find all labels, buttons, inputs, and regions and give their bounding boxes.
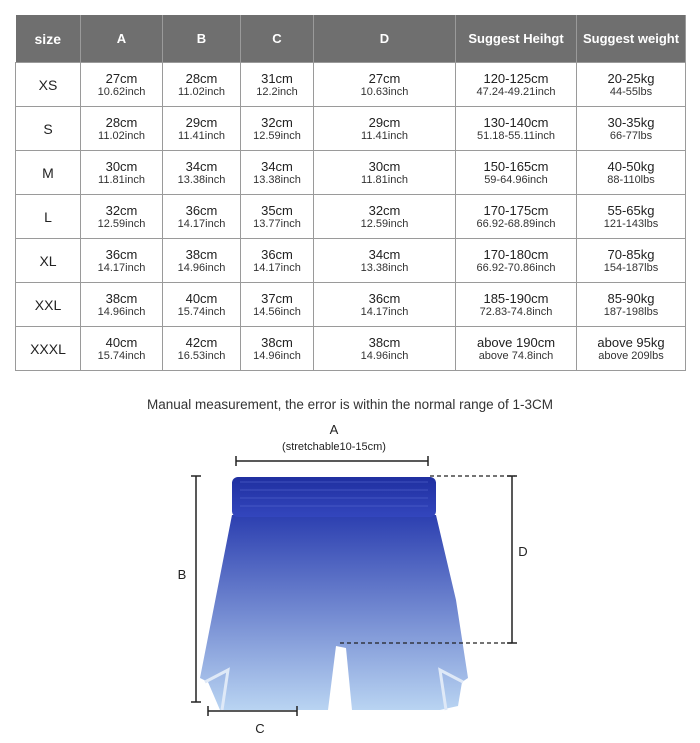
cell-secondary-value: 14.96inch xyxy=(253,349,301,362)
cell-secondary-value: 12.59inch xyxy=(253,129,301,142)
measurement-cell xyxy=(163,151,241,195)
size-label-cell: L xyxy=(16,195,81,239)
cell-secondary-value: 14.17inch xyxy=(253,261,301,274)
measurement-cell xyxy=(577,107,686,151)
cell-primary-value: 150-165cm xyxy=(483,158,549,174)
measurement-cell xyxy=(81,63,163,107)
cell-primary-value: 38cm xyxy=(185,246,218,262)
cell-secondary-value: 14.17inch xyxy=(97,261,146,274)
measurement-cell xyxy=(241,283,314,327)
cell-primary-value: 38cm xyxy=(368,334,401,350)
shorts-waistband xyxy=(232,477,436,517)
label-b: B xyxy=(177,567,187,582)
cell-secondary-value: 66-77lbs xyxy=(609,129,653,142)
header-b: B xyxy=(163,15,241,63)
cell-secondary-value: 13.38inch xyxy=(360,261,409,274)
cell-secondary-value: 15.74inch xyxy=(177,305,226,318)
cell-primary-value: 120-125cm xyxy=(483,70,549,86)
measurement-cell xyxy=(314,63,456,107)
cell-primary-value: 36cm xyxy=(105,246,138,262)
size-label-cell: XL xyxy=(16,239,81,283)
measurement-cell xyxy=(577,283,686,327)
measurement-cell xyxy=(577,327,686,371)
cell-primary-value: 55-65kg xyxy=(607,202,655,218)
cell-primary-value: 28cm xyxy=(105,114,138,130)
measurement-cell xyxy=(577,63,686,107)
cell-primary-value: 36cm xyxy=(368,290,401,306)
cell-secondary-value: 14.17inch xyxy=(177,217,226,230)
cell-secondary-value: 47.24-49.21inch xyxy=(476,85,556,98)
table-row xyxy=(16,151,686,195)
header-suggest-weight: Suggest weight xyxy=(577,15,686,63)
cell-primary-value: 28cm xyxy=(185,70,218,86)
cell-secondary-value: 13.38inch xyxy=(253,173,301,186)
cell-primary-value: 32cm xyxy=(368,202,401,218)
header-c: C xyxy=(241,15,314,63)
cell-secondary-value: 13.38inch xyxy=(177,173,226,186)
cell-secondary-value: 154-187lbs xyxy=(603,261,659,274)
cell-primary-value: 32cm xyxy=(261,114,293,130)
measurement-cell xyxy=(81,327,163,371)
size-label-cell: XXL xyxy=(16,283,81,327)
measurement-cell xyxy=(456,63,577,107)
table-header-row xyxy=(16,15,686,63)
cell-secondary-value: 11.41inch xyxy=(361,129,408,142)
cell-secondary-value: 44-55lbs xyxy=(609,85,653,98)
cell-primary-value: 85-90kg xyxy=(607,290,655,306)
cell-secondary-value: 12.59inch xyxy=(360,217,409,230)
cell-primary-value: above 95kg xyxy=(597,334,665,350)
measurement-cell xyxy=(314,107,456,151)
cell-secondary-value: 11.81inch xyxy=(361,173,408,186)
measurement-cell xyxy=(314,239,456,283)
cell-secondary-value: 14.56inch xyxy=(253,305,301,318)
cell-primary-value: 34cm xyxy=(185,158,218,174)
label-a: A xyxy=(329,422,339,437)
cell-primary-value: 29cm xyxy=(368,114,401,130)
cell-secondary-value: 11.81inch xyxy=(98,173,145,186)
cell-secondary-value: 14.96inch xyxy=(360,349,409,362)
size-label-cell: S xyxy=(16,107,81,151)
label-a-stretchable: (stretchable10-15cm) xyxy=(282,441,386,453)
measurement-cell xyxy=(81,283,163,327)
measurement-cell xyxy=(314,151,456,195)
measurement-note: Manual measurement, the error is within the normal range of 1-3CM xyxy=(147,397,553,412)
cell-secondary-value: 51.18-55.11inch xyxy=(476,129,556,142)
header-size: size xyxy=(16,15,81,63)
cell-secondary-value: 66.92-68.89inch xyxy=(476,217,556,230)
cell-primary-value: 31cm xyxy=(261,70,293,86)
cell-primary-value: 170-175cm xyxy=(483,202,549,218)
cell-primary-value: 29cm xyxy=(185,114,218,130)
header-suggest-height: Suggest Heihgt xyxy=(456,15,577,63)
measurement-cell xyxy=(241,195,314,239)
cell-primary-value: above 190cm xyxy=(476,334,556,350)
measurement-cell xyxy=(456,107,577,151)
measurement-cell xyxy=(456,195,577,239)
cell-primary-value: 36cm xyxy=(185,202,218,218)
cell-secondary-value: 14.96inch xyxy=(177,261,226,274)
measurement-cell xyxy=(577,151,686,195)
header-d: D xyxy=(314,15,456,63)
cell-secondary-value: above 209lbs xyxy=(598,349,664,362)
table-row xyxy=(16,63,686,107)
measurement-cell xyxy=(241,63,314,107)
cell-primary-value: 40-50kg xyxy=(607,158,655,174)
cell-primary-value: 130-140cm xyxy=(483,114,549,130)
header-a: A xyxy=(81,15,163,63)
cell-secondary-value: 14.17inch xyxy=(360,305,409,318)
table-row xyxy=(16,283,686,327)
size-label-cell: XXXL xyxy=(16,327,81,371)
cell-primary-value: 70-85kg xyxy=(607,246,655,262)
cell-primary-value: 20-25kg xyxy=(607,70,655,86)
size-chart-table xyxy=(15,15,686,371)
cell-secondary-value: 59-64.96inch xyxy=(484,173,548,186)
cell-secondary-value: 121-143lbs xyxy=(603,217,659,230)
cell-primary-value: 42cm xyxy=(185,334,218,350)
cell-primary-value: 27cm xyxy=(105,70,138,86)
cell-secondary-value: 16.53inch xyxy=(177,349,226,362)
cell-secondary-value: 14.96inch xyxy=(97,305,146,318)
shorts-measurement-diagram xyxy=(0,420,700,743)
cell-secondary-value: 11.02inch xyxy=(98,129,145,142)
measurement-cell xyxy=(163,239,241,283)
cell-primary-value: 35cm xyxy=(261,202,293,218)
cell-secondary-value: 10.63inch xyxy=(360,85,409,98)
cell-primary-value: 40cm xyxy=(185,290,218,306)
cell-primary-value: 40cm xyxy=(105,334,138,350)
cell-secondary-value: 11.02inch xyxy=(178,85,225,98)
measurement-cell xyxy=(241,239,314,283)
table-row xyxy=(16,195,686,239)
label-c: C xyxy=(255,721,265,736)
measurement-cell xyxy=(314,283,456,327)
cell-primary-value: 170-180cm xyxy=(483,246,549,262)
measurement-cell xyxy=(314,195,456,239)
cell-secondary-value: above 74.8inch xyxy=(478,349,554,362)
measurement-cell xyxy=(456,327,577,371)
size-label-cell: XS xyxy=(16,63,81,107)
measurement-cell xyxy=(577,195,686,239)
cell-primary-value: 30cm xyxy=(368,158,401,174)
cell-secondary-value: 13.77inch xyxy=(253,217,301,230)
measurement-cell xyxy=(456,239,577,283)
cell-primary-value: 36cm xyxy=(261,246,293,262)
cell-primary-value: 34cm xyxy=(261,158,293,174)
measurement-cell xyxy=(81,195,163,239)
label-d: D xyxy=(518,544,528,559)
measurement-cell xyxy=(241,107,314,151)
measurement-cell xyxy=(577,239,686,283)
cell-primary-value: 30cm xyxy=(105,158,138,174)
cell-primary-value: 30-35kg xyxy=(607,114,655,130)
measurement-cell xyxy=(163,195,241,239)
cell-primary-value: 37cm xyxy=(261,290,293,306)
measurement-cell xyxy=(81,151,163,195)
measurement-cell xyxy=(456,151,577,195)
table-row xyxy=(16,239,686,283)
shorts-body xyxy=(200,515,468,710)
cell-primary-value: 32cm xyxy=(105,202,138,218)
measurement-cell xyxy=(314,327,456,371)
table-row xyxy=(16,327,686,371)
cell-secondary-value: 11.41inch xyxy=(178,129,225,142)
measurement-cell xyxy=(456,283,577,327)
cell-primary-value: 185-190cm xyxy=(483,290,549,306)
measurement-cell xyxy=(163,327,241,371)
cell-secondary-value: 15.74inch xyxy=(97,349,146,362)
cell-secondary-value: 12.59inch xyxy=(97,217,146,230)
cell-primary-value: 27cm xyxy=(368,70,401,86)
cell-secondary-value: 66.92-70.86inch xyxy=(476,261,556,274)
size-label-cell: M xyxy=(16,151,81,195)
measurement-cell xyxy=(81,107,163,151)
cell-secondary-value: 12.2inch xyxy=(256,85,298,98)
measurement-cell xyxy=(163,107,241,151)
measurement-cell xyxy=(241,327,314,371)
cell-secondary-value: 187-198lbs xyxy=(603,305,659,318)
cell-secondary-value: 10.62inch xyxy=(97,85,146,98)
cell-secondary-value: 72.83-74.8inch xyxy=(479,305,553,318)
cell-secondary-value: 88-110lbs xyxy=(607,173,655,186)
cell-primary-value: 34cm xyxy=(368,246,401,262)
measurement-cell xyxy=(81,239,163,283)
cell-primary-value: 38cm xyxy=(261,334,293,350)
table-row xyxy=(16,107,686,151)
measurement-cell xyxy=(163,283,241,327)
measurement-cell xyxy=(163,63,241,107)
cell-primary-value: 38cm xyxy=(105,290,138,306)
measurement-cell xyxy=(241,151,314,195)
